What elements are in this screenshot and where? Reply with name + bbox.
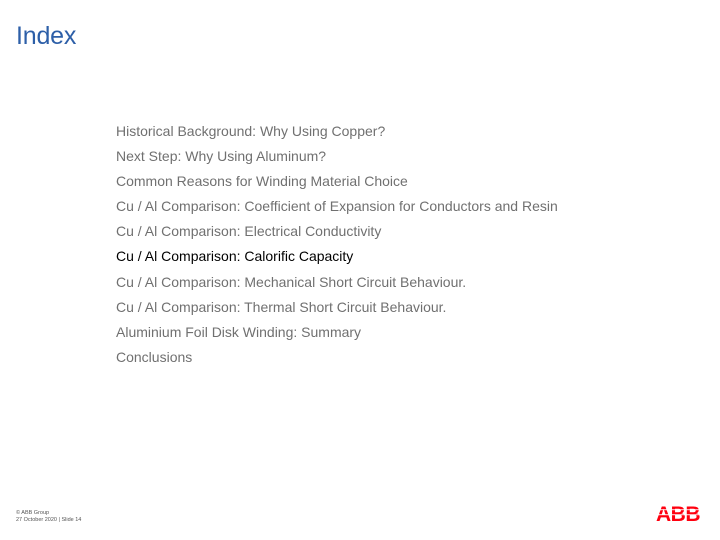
footer-copyright: © ABB Group xyxy=(16,510,50,516)
index-item-historical-background: Historical Background: Why Using Copper? xyxy=(116,123,386,139)
index-item-coefficient-of-expansion: Cu / Al Comparison: Coefficient of Expansion for Conductors and Resin xyxy=(116,198,558,215)
index-list xyxy=(116,121,558,372)
index-item-electrical-conductivity: Cu / Al Comparison: Electrical Conductivity xyxy=(116,223,382,240)
index-item-thermal-short-circuit: Cu / Al Comparison: Thermal Short Circuit Behaviour. xyxy=(116,298,447,315)
slide-title: Index xyxy=(16,22,77,50)
abb-logo-text: ABB xyxy=(656,504,700,524)
index-item-why-aluminum: Next Step: Why Using Aluminum? xyxy=(116,148,327,165)
index-item-calorific-capacity: Cu / Al Comparison: Calorific Capacity xyxy=(116,248,354,265)
abb-logo xyxy=(651,504,705,524)
index-item-mechanical-short-circuit: Cu / Al Comparison: Mechanical Short Circuit Behaviour. xyxy=(116,273,467,290)
index-item-conclusions: Conclusions xyxy=(116,348,193,365)
footer xyxy=(16,510,81,524)
index-item-winding-material-choice: Common Reasons for Winding Material Choice xyxy=(116,173,408,190)
footer-date-slide: 27 October 2020 | Slide 14 xyxy=(16,517,82,523)
index-item-foil-disk-winding-summary: Aluminium Foil Disk Winding: Summary xyxy=(116,323,362,340)
